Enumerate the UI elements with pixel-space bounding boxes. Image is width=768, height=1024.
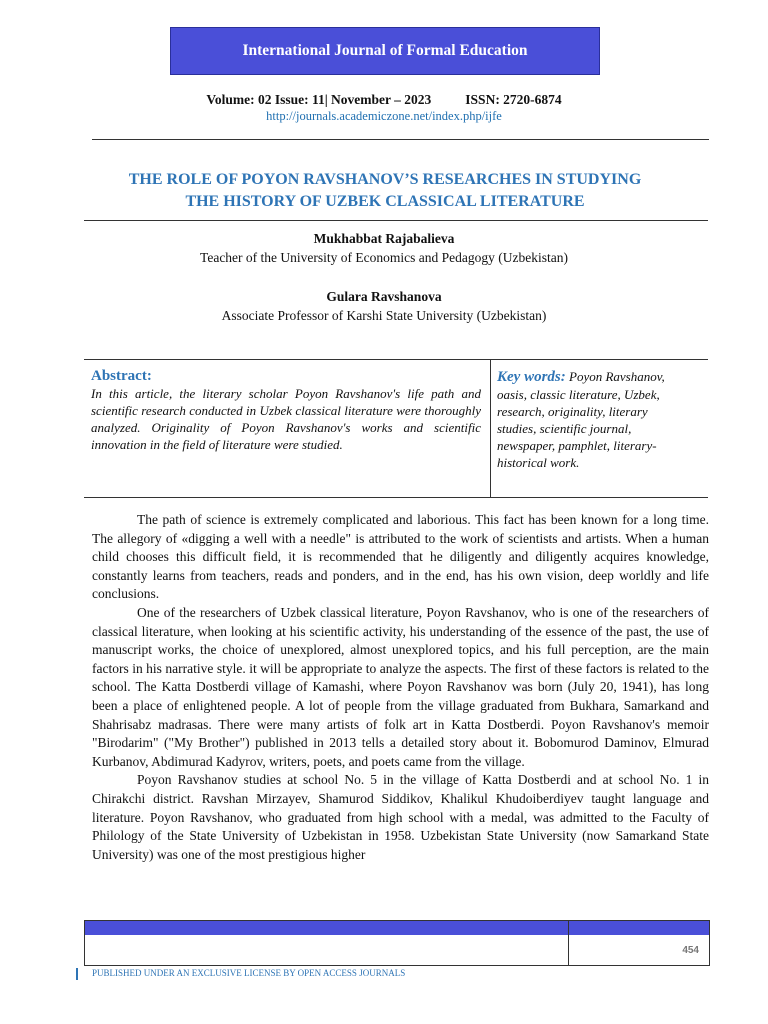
keywords-cell — [497, 368, 687, 471]
page-number: 454 — [682, 945, 699, 956]
abstract-cell — [91, 368, 481, 453]
body-paragraph: Poyon Ravshanov studies at school No. 5 in the village of Katta Dostberdi and at school No. 1 in Chirakchi district. Ravshan Mirzayev, Shamurod Siddikov, Khalikul Khudoiberdiyev taught language and literature. Poyon Ravshanov, who graduated from high school with a medal, was admitted to the Faculty of Philology of the State University of Uzbekistan in 1958. Uzbekistan State University (now Samarkand State University) was one of the most prestigious higher — [92, 772, 709, 862]
title-divider — [84, 220, 708, 221]
license-text: PUBLISHED UNDER AN EXCLUSIVE LICENSE BY OPEN ACCESS JOURNALS — [92, 968, 406, 978]
author-name-2: Gulara Ravshanova — [326, 289, 442, 304]
author-affiliation-1: Teacher of the University of Economics and Pedagogy (Uzbekistan) — [200, 250, 568, 265]
journal-banner — [170, 27, 600, 75]
author-name-1: Mukhabbat Rajabalieva — [313, 231, 455, 246]
article-title — [60, 169, 710, 212]
title-line-1: THE ROLE OF POYON RAVSHANOV’S RESEARCHES IN STUDYING — [128, 171, 642, 188]
journal-url[interactable]: http://journals.academiczone.net/index.php/ijfe — [266, 109, 502, 123]
issn: ISSN: 2720-6874 — [465, 92, 562, 107]
footer-divider — [568, 921, 569, 965]
footer-accent-bar — [76, 968, 78, 980]
footer-color-band — [85, 921, 709, 935]
title-line-2: THE HISTORY OF UZBEK CLASSICAL LITERATURE — [185, 192, 585, 210]
volume-line — [0, 92, 768, 108]
volume-issue: Volume: 02 Issue: 11| November – 2023 — [206, 92, 432, 107]
body-paragraph: One of the researchers of Uzbek classical literature, Poyon Ravshanov, who is one of the researchers of classical literature, when looking at his scientific activity, his understanding of the essence of the past, the use of manuscript works, the choice of unexplored, almost unexplored topics, and his full perception, are the main factors in his narrative style. it will be appropriate to analyze the aspects. The first of these factors is related to the school. The Katta Dostberdi village of Kamashi, where Poyon Ravshanov was born (July 20, 1941), has long been a place of enlightened people. A lot of people from the village graduated from Bukhara, Samarkand and Shahrisabz madrasas. There were many artists of folk art in Katta Dostberdi. Poyon Ravshanov's memoir "Birodarim" ("My Brother") published in 2013 tells a detailed story about it. Bobomurod Daminov, Elmurad Kurbanov, Abdimurad Kadyrov, writers, poets, and poets came from the village. — [92, 604, 709, 769]
journal-name: International Journal of Formal Education — [242, 42, 528, 59]
abstract-heading: Abstract: — [91, 368, 152, 384]
keywords-heading: Key words: — [497, 369, 566, 385]
article-body — [92, 511, 709, 864]
footer-table — [84, 920, 710, 966]
header-divider — [92, 139, 709, 140]
body-paragraph: The path of science is extremely complicated and laborious. This fact has been known for a long time. The allegory of «digging a well with a needle" is attributed to the work of scientists and artists. When a human child chooses this difficult field, it is recommended that he diligently and diligently acquires knowledge, constantly learns from teachers, reads and ponders, and in the end, has his own vision, deep worldly and life conclusions. — [92, 512, 709, 602]
keywords-text: Poyon Ravshanov, oasis, classic literature, Uzbek, research, originality, literary studies, scientific journal, newspaper, pamphlet, literary-historical work. — [497, 369, 665, 470]
author-affiliation-2: Associate Professor of Karshi State University (Uzbekistan) — [221, 308, 547, 323]
abstract-divider — [490, 360, 491, 497]
abstract-text: In this article, the literary scholar Poyon Ravshanov's life path and scientific research conducted in Uzbek classical literature were thoroughly analyzed. Originality of Poyon Ravshanov's works and scientific innovation in the field of literature were studied. — [91, 386, 481, 452]
abstract-table — [84, 359, 708, 498]
